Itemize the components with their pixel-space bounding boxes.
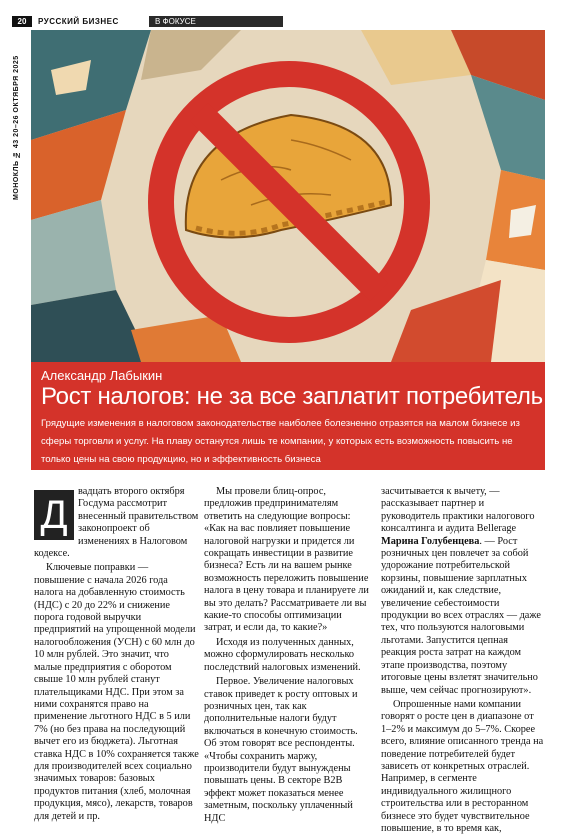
- paragraph: Первое. Увеличение налоговых ставок приведет к росту оптовых и розничных цен, так как дополнительные налоги будут включаться в конечную стоимость. Об этом говорят все респонденты. «Чтобы сохранить маржу, производители будут вынуждены повышать цены. В секторе B2B эффект может показаться менее заметным, поскольку уплаченный НДС: [204, 676, 358, 824]
- page-number: 20: [12, 16, 32, 27]
- paragraph: [381, 486, 545, 697]
- paragraph: Мы провели блиц-опрос, предложив предпринимателям ответить на следующие вопросы: «Как на вас повлияет повышение налоговой нагрузки и придется ли сокращать инвестиции в развитие бизнеса? Есть ли на вашем рынке возможность переложить повышение налога в цену товара и планируете ли вы это делать? Рассматриваете ли вы какие-то способы оптимизации затрат, и если да, то какие?»: [204, 486, 369, 634]
- text-column-1: [34, 486, 199, 825]
- prohibition-sign-over-pie-icon: [31, 30, 545, 362]
- article-lead: Грядущие изменения в налоговом законодательстве наиболее болезненно отразятся на малом бизнесе из сферы торговли и услуг. На плаву останутся лишь те компании, у которых есть возможность повысить не только цены на свою продукцию, но и эффективность бизнеса: [41, 418, 520, 465]
- paragraph: Ключевые поправки — повышение с начала 2026 года налога на добавленную стоимость (НДС) с 20 до 22% и снижение порога годовой выручки предприятий на упрощенной модели налогообложения (УСН) с 60 млн до 10 млн рублей. Это значит, что малые предприятия с оборотом свыше 10 млн рублей станут плательщиками НДС. При этом за ними сохранятся право на применение льготного НДС в 5 или 7% (но без права на последующий вычет его из бюджета). Льготная ставка НДС в 10% сохраняется также для производителей всех социально значимых товаров: базовых продуктов питания (хлеб, молочная продукция, мясо), лекарств, товаров для детей и пр.: [34, 562, 199, 822]
- paragraph: Опрошенные нами компании говорят о росте цен в диапазоне от 1–2% и максимум до 5–7%. Скорее всего, влияние описанного тренда на поведение потребителей будет зависеть от конкретных отраслей. Например, в сегменте индивидуального жилищного строительства или в ресторанном бизнесе это будет чувствительное повышение, в то время как,: [381, 698, 544, 834]
- drop-cap: Д: [34, 490, 74, 540]
- text-column-2: [204, 486, 369, 827]
- paragraph-text: вадцать второго октября Госдума рассмотрит внесенный правительством законопроект об изменениях в Налоговом кодексе.: [34, 486, 199, 560]
- rubric-label: В ФОКУСЕ: [149, 16, 283, 27]
- text-column-3: [381, 486, 545, 837]
- article-illustration: [31, 30, 545, 362]
- section-title: РУССКИЙ БИЗНЕС: [38, 17, 119, 26]
- page-header: [0, 0, 576, 28]
- article-header-banner: [31, 362, 545, 470]
- paragraph: [34, 486, 199, 560]
- issue-info: МОНОКЛЬ № 43 20–26 ОКТЯБРЯ 2025: [13, 55, 20, 200]
- quote-text: . — Рост розничных цен повлечет за собой удорожание потребительской корзины, повышение зарплатных ожиданий и, как следствие, увеличение себестоимости продукции во всех отраслях — даже тех, что пользуются налоговыми льготами. Запустится цепная реакция роста затрат на каждом этапе производства, поэтому итоговые цены взлетят значительно выше, чем сейчас прогнозируют».: [381, 535, 541, 696]
- expert-name: Марина Голубенцева: [381, 535, 480, 547]
- article-title: Рост налогов: не за все заплатит потребитель: [41, 383, 543, 410]
- quote-intro: засчитывается к вычету, — рассказывает партнер и руководитель практики налогового консалтинга и аудита Bellerage: [381, 486, 535, 535]
- paragraph: Исходя из полученных данных, можно сформулировать несколько последствий налоговых изменений.: [204, 636, 361, 673]
- article-author: Александр Лабыкин: [41, 368, 163, 383]
